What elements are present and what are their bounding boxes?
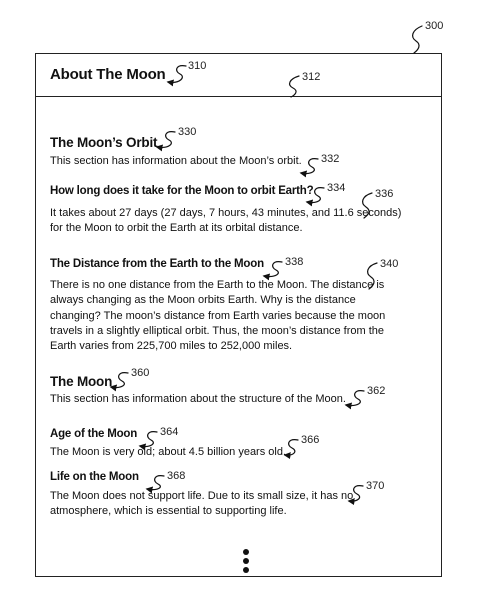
ref-numeral-332: 332 [321, 153, 340, 165]
ref-numeral-312: 312 [302, 71, 321, 83]
leader-334 [307, 188, 324, 203]
ref-numeral-340: 340 [380, 258, 399, 270]
leader-332 [301, 159, 318, 174]
answer-moon-age: The Moon is very old; about 4.5 billion years old. [50, 446, 287, 458]
leader-360 [111, 373, 128, 388]
page-title: About The Moon [50, 66, 166, 83]
question-life-on-moon[interactable]: Life on the Moon [50, 471, 139, 483]
section-title-moon: The Moon [50, 374, 113, 389]
leader-310 [168, 66, 186, 83]
answer-life-on-moon: The Moon does not support life. Due to its small size, it has no atmosphere, which is essential to supporting life. [50, 490, 354, 518]
section-desc-moon: This section has information about the structure of the Moon. [50, 393, 346, 405]
leader-364 [140, 432, 157, 447]
ref-numeral-300: 300 [425, 20, 444, 32]
leader-336 [363, 193, 372, 218]
leader-362 [346, 391, 364, 406]
ref-numeral-336: 336 [375, 188, 394, 200]
leader-312 [290, 76, 299, 97]
section-title-orbit: The Moon’s Orbit [50, 135, 158, 150]
leader-300 [413, 26, 422, 53]
ref-numeral-330: 330 [178, 126, 197, 138]
section-desc-orbit: This section has information about the Moon’s orbit. [50, 155, 302, 167]
leader-370 [349, 486, 363, 501]
answer-earth-moon-distance: There is no one distance from the Earth to the Moon. The distance is always changing as the Moon orbits Earth. Why is the distance changing? The moon’s distance from Earth varies because the moon travels in a slightly elliptical orbit. Thus, the moon’s distance from the Earth varies from 225,700 miles to 252,000 miles. [50, 279, 386, 353]
ref-numeral-310: 310 [188, 60, 207, 72]
ref-numeral-370: 370 [366, 480, 385, 492]
ref-numeral-334: 334 [327, 182, 346, 194]
leader-368 [147, 476, 164, 490]
leader-338 [264, 262, 282, 277]
ref-numeral-360: 360 [131, 367, 150, 379]
ref-numeral-364: 364 [160, 426, 179, 438]
leader-330 [157, 132, 175, 148]
ref-numeral-362: 362 [367, 385, 386, 397]
ref-numeral-368: 368 [167, 470, 186, 482]
question-moon-age[interactable]: Age of the Moon [50, 428, 138, 440]
question-earth-moon-distance[interactable]: The Distance from the Earth to the Moon [50, 258, 264, 270]
ref-numeral-338: 338 [285, 256, 304, 268]
leader-340 [368, 263, 377, 289]
leader-366 [285, 440, 298, 455]
answer-orbit-duration: It takes about 27 days (27 days, 7 hours, 43 minutes, and 11.6 seconds) for the Moon to orbit the Earth at its orbital distance. [50, 207, 402, 235]
question-orbit-duration[interactable]: How long does it take for the Moon to orbit Earth? [50, 185, 314, 197]
ref-numeral-366: 366 [301, 434, 320, 446]
